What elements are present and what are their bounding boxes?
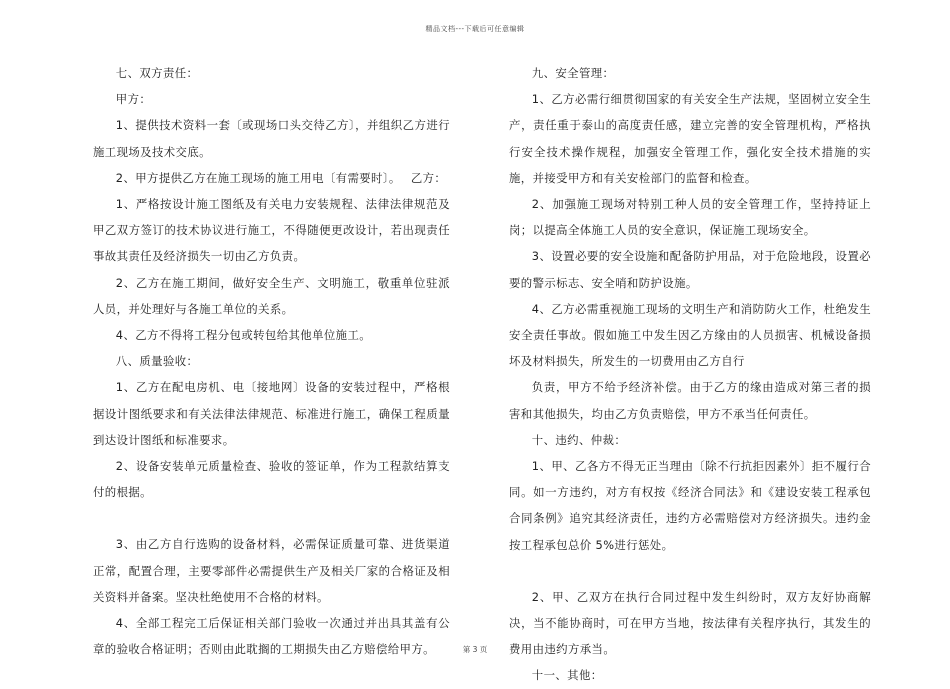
page-header: 精品文档---下载后可任意编辑: [425, 25, 525, 33]
blank-line: [93, 505, 450, 531]
paragraph: 2、甲方提供乙方在施工现场的施工用电〔有需要时〕。 乙方：: [115, 170, 447, 185]
paragraph: 1、提供技术资料一套〔或现场口头交待乙方〕，并组织乙方进行施工现场及技术交底。: [93, 118, 450, 159]
paragraph: 2、乙方在施工期间，做好安全生产、文明施工，敬重单位驻派人员，并处理好与各施工单位的关系。: [93, 275, 450, 316]
paragraph: 4、乙方不得将工程分包或转包给其他单位施工。: [115, 328, 372, 343]
section-heading-responsibilities: 七、双方责任：: [115, 66, 199, 80]
paragraph: 4、乙方必需重视施工现场的文明生产和消防防火工作，杜绝发生安全责任事故。假如施工中发生因乙方缘由的人员损害、机械设备损坏及材料损失，所发生的一切费用由乙方自行: [509, 301, 871, 369]
paragraph: 1、甲、乙各方不得无正当理由〔除不行抗拒因素外〕拒不履行合同。如一方违约，对方有权按《经济合同法》和《建设安装工程承包合同条例》追究其经济责任，违约方必需赔偿对方经济损失。违约金按工程承包总价 5%进行惩处。: [509, 459, 871, 552]
paragraph: 3、由乙方自行选购的设备材料，必需保证质量可靠、进货渠道正常，配置合理，主要零部件必需提供生产及相关厂家的合格证及相关资料并备案。坚决杜绝使用不合格的材料。: [93, 537, 450, 604]
section-heading-safety-management: 九、安全管理：: [531, 66, 615, 80]
paragraph: 2、设备安装单元质量检查、验收的签证单，作为工程款结算支付的根据。: [93, 459, 450, 500]
party-a-label: 甲方：: [115, 92, 152, 107]
paragraph: 2、加强施工现场对特别工种人员的安全管理工作，坚持持证上岗；以提高全体施工人员的安全意识，保证施工现场安全。: [509, 197, 871, 238]
paragraph: 负责，甲方不给予经济补偿。由于乙方的缘由造成对第三者的损害和其他损失，均由乙方负责赔偿，甲方不承当任何责任。: [509, 380, 871, 421]
blank-line: [509, 558, 871, 584]
right-column: [509, 60, 871, 689]
paragraph: 2、甲、乙双方在执行合同过程中发生纠纷时，双方友好协商解决，当不能协商时，可在甲方当地，按法律有关程序执行，其发生的费用由违约方承当。: [509, 589, 871, 657]
paragraph: 1、严格按设计施工图纸及有关电力安装规程、法律法律规范及甲乙双方签订的技术协议进行施工，不得随便更改设计，若出现责任事故其责任及经济损失一切由乙方负责。: [93, 197, 450, 264]
paragraph: 4、全部工程完工后保证相关部门验收一次通过并出具其盖有公章的验收合格证明；否则由此耽搁的工期损失由乙方赔偿给甲方。: [93, 616, 450, 657]
left-column: [93, 60, 450, 662]
page-number: 第 3 页: [462, 645, 488, 654]
paragraph: 3、设置必要的安全设施和配备防护用品，对于危险地段，设置必要的警示标志、安全哨和防护设施。: [509, 249, 871, 290]
paragraph: 1、乙方必需行细贯彻国家的有关安全生产法规，坚固树立安全生产，责任重于泰山的高度责任感，建立完善的安全管理机构，严格执行安全技术操作规程，加强安全管理工作，强化安全技术措施的实施，并接受甲方和有关安检部门的监督和检查。: [509, 92, 871, 185]
section-heading-other: 十一、其他：: [531, 668, 603, 683]
section-heading-quality-acceptance: 八、质量验收：: [115, 354, 199, 369]
section-heading-breach-arbitration: 十、违约、仲裁：: [531, 432, 627, 447]
paragraph: 1、乙方在配电房机、电〔接地网〕设备的安装过程中，严格根据设计图纸要求和有关法律法律规范、标准进行施工，确保工程质量到达设计图纸和标准要求。: [93, 380, 450, 447]
